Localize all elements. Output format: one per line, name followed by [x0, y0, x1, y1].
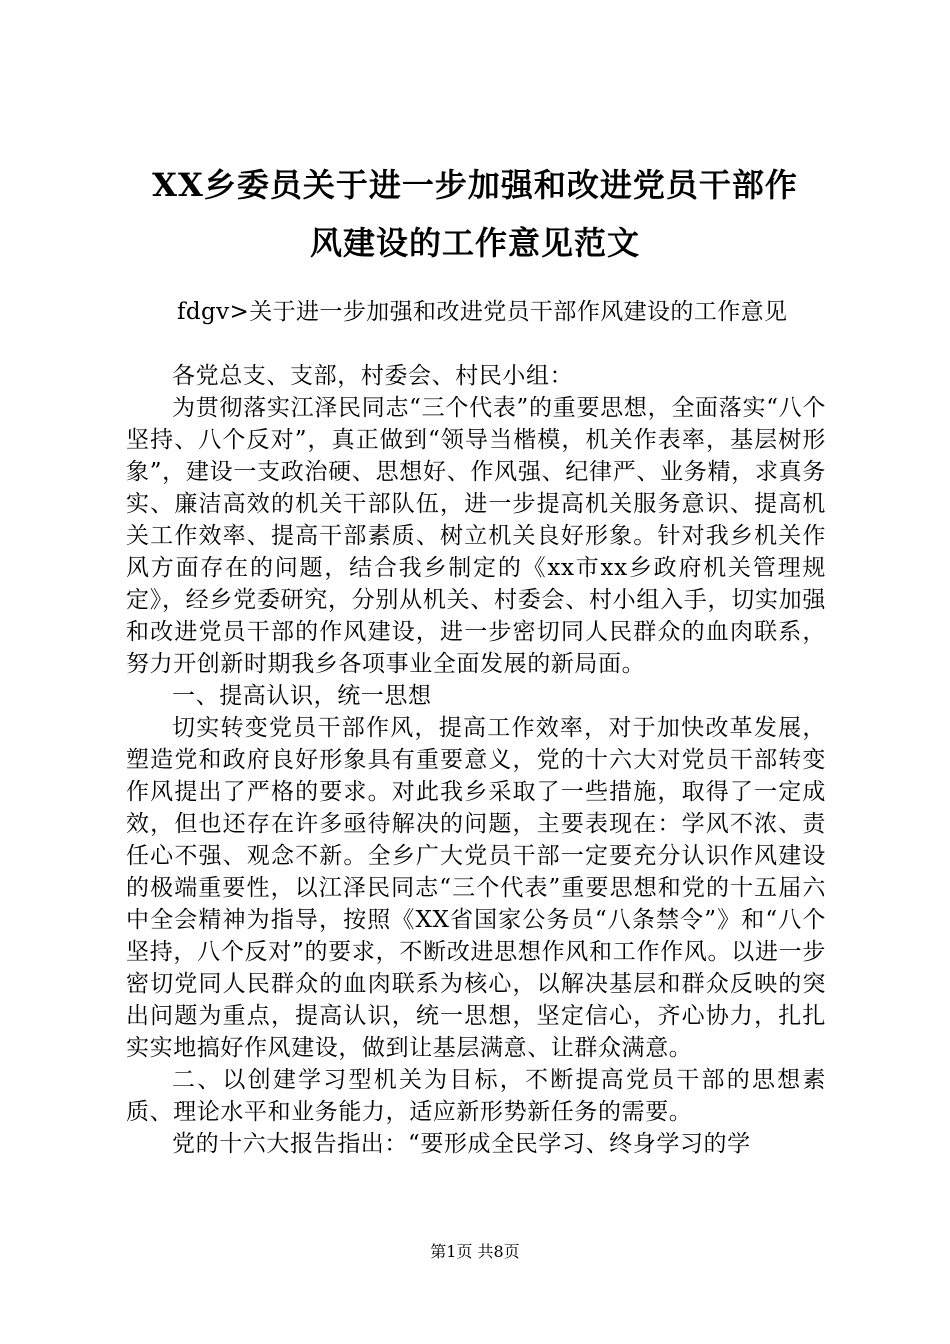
- page-footer: 第1页 共8页: [430, 1242, 520, 1261]
- document-title: [100, 156, 850, 272]
- paragraph-section-1: 切实转变党员干部作风，提高工作效率，对于加快改革发展，塑造党和政府良好形象具有重要意义，党的十六大对党员干部转变作风提出了严格的要求。对此我乡采取了一些措施，取得了一定成效，但也还存在许多亟待解决的问题，主要表现在：学风不浓、责任心不强、观念不新。全乡广大党员干部一定要充分认识作风建设的极端重要性，以江泽民同志“三个代表”重要思想和党的十五届六中全会精神为指导，按照《XX省国家公务员“八条禁令”》和“八个坚持，八个反对”的要求，不断改进思想作风和工作作风。以进一步密切党同人民群众的血肉联系为核心，以解决基层和群众反映的突出问题为重点，提高认识，统一思想，坚定信心，齐心协力，扎扎实实地搞好作风建设，做到让基层满意、让群众满意。: [126, 715, 826, 1061]
- title-line-2: 风建设的工作意见范文: [309, 224, 640, 262]
- document-body: [126, 360, 826, 1160]
- paragraph-salutation: 各党总支、支部，村委会、村民小组：: [172, 363, 574, 389]
- section-heading-2: 二、以创建学习型机关为目标，不断提高党员干部的思想素质、理论水平和业务能力，适应新形势新任务的需要。: [126, 1067, 826, 1125]
- paragraph-section-2: 党的十六大报告指出：“要形成全民学习、终身学习的学: [172, 1131, 751, 1157]
- paragraph-intro: 为贯彻落实江泽民同志“三个代表”的重要思想，全面落实“八个坚持、八个反对”，真正做到“领导当楷模，机关作表率，基层树形象”，建设一支政治硬、思想好、作风强、纪律严、业务精，求真务实、廉洁高效的机关干部队伍，进一步提高机关服务意识、提高机关工作效率、提高干部素质、树立机关良好形象。针对我乡机关作风方面存在的问题，结合我乡制定的《xx市xx乡政府机关管理规定》，经乡党委研究，分别从机关、村委会、村小组入手，切实加强和改进党员干部的作风建设，进一步密切同人民群众的血肉联系，努力开创新时期我乡各项事业全面发展的新局面。: [126, 395, 826, 677]
- title-line-1: XX乡委员关于进一步加强和改进党员干部作: [152, 166, 798, 204]
- section-heading-1: 一、提高认识，统一思想: [172, 683, 432, 709]
- document-subtitle: fdgv>关于进一步加强和改进党员干部作风建设的工作意见: [177, 299, 788, 325]
